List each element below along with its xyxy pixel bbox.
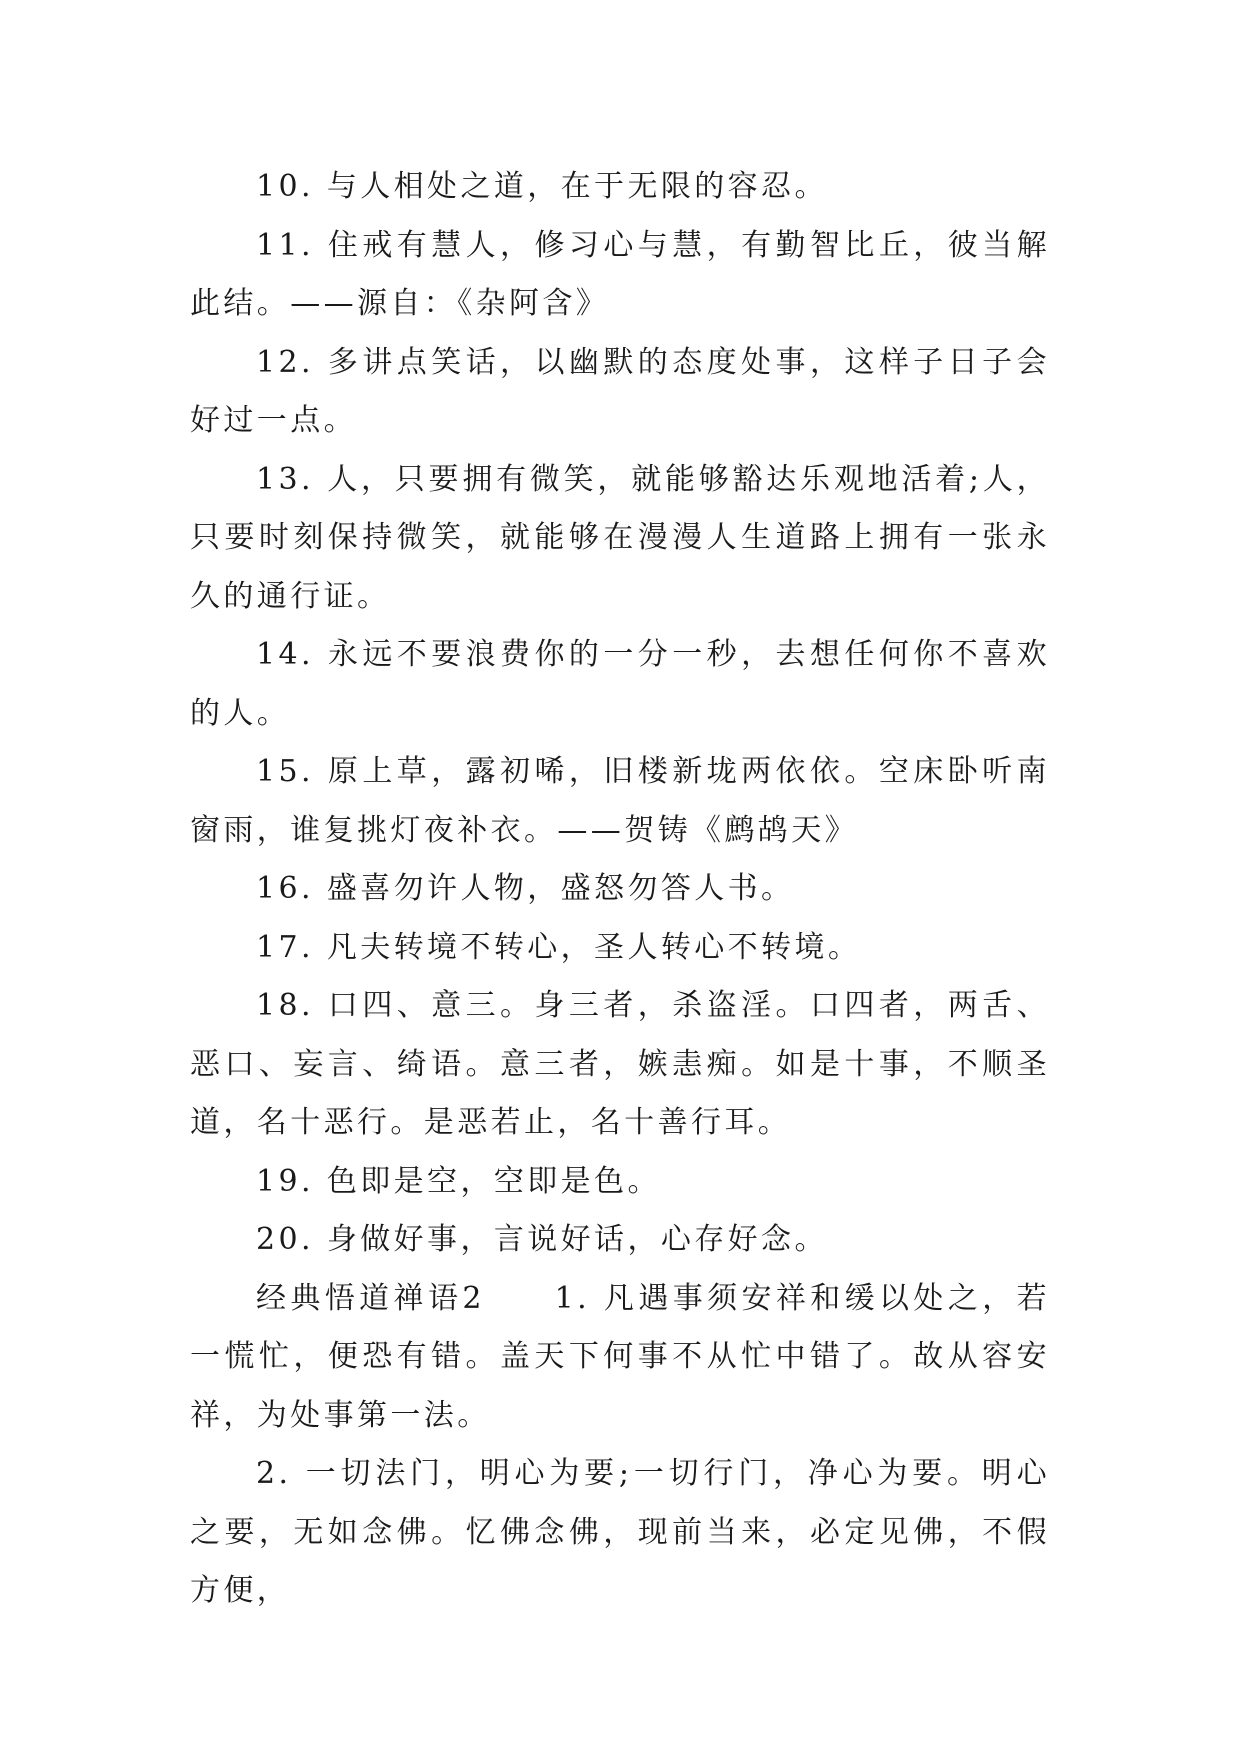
paragraph-item-2: 2. 一切法门，明心为要;一切行门，净心为要。明心之要，无如念佛。忆佛念佛，现前当来，必定见佛，不假方便， [190, 1456, 1050, 1608]
paragraph-item-16: 16. 盛喜勿许人物，盛怒勿答人书。 [256, 871, 795, 906]
paragraph-item-20: 20. 身做好事，言说好话，心存好念。 [256, 1222, 828, 1257]
paragraph-item-13: 13. 人，只要拥有微笑，就能够豁达乐观地活着;人，只要时刻保持微笑，就能够在漫漫人生道路上拥有一张永久的通行证。 [190, 461, 1050, 614]
paragraph-item-17: 17. 凡夫转境不转心，圣人转心不转境。 [256, 929, 862, 965]
paragraph-item-12: 12. 多讲点笑话，以幽默的态度处事，这样子日子会好过一点。 [190, 344, 1050, 438]
paragraph-item-18: 18. 口四、意三。身三者，杀盗淫。口四者，两舌、恶口、妄言、绮语。意三者，嫉恚痴。如是十事，不顺圣道，名十恶行。是恶若止，名十善行耳。 [190, 988, 1050, 1140]
paragraph-item-10: 10. 与人相处之道，在于无限的容忍。 [256, 169, 828, 204]
paragraph-item-19: 19. 色即是空，空即是色。 [256, 1163, 661, 1199]
paragraph-item-11: 11. 住戒有慧人，修习心与慧，有勤智比丘，彼当解此结。——源自：《杂阿含》 [190, 227, 1050, 321]
document-body [190, 158, 1050, 1621]
paragraph-item-14: 14. 永远不要浪费你的一分一秒，去想任何你不喜欢的人。 [190, 637, 1050, 731]
section-heading-paragraph: 经典悟道禅语2 1. 凡遇事须安祥和缓以处之，若一慌忙，便恐有错。盖天下何事不从忙中错了。故从容安祥，为处事第一法。 [190, 1280, 1050, 1433]
paragraph-item-15: 15. 原上草，露初唏，旧楼新垅两依依。空床卧听南窗雨，谁复挑灯夜补衣。——贺铸《鹧鸪天》 [190, 754, 1050, 848]
